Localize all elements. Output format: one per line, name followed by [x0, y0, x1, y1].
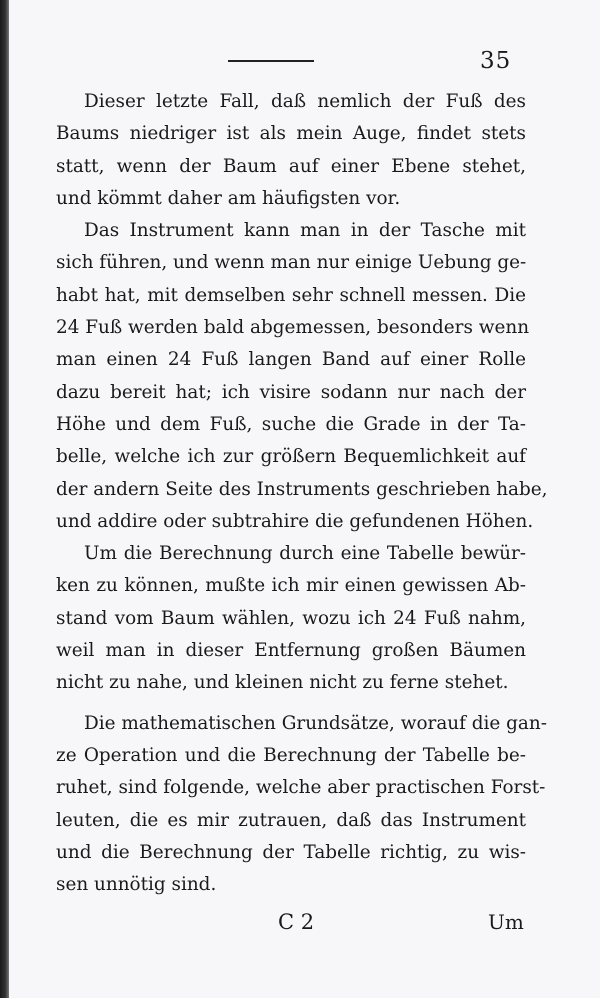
- text-line: dazu bereit hat; ich visire sodann nur nach der: [56, 381, 526, 403]
- text-line: Die mathematischen Grundsätze, worauf die gan-: [84, 712, 547, 734]
- text-line: ken zu können, mußte ich mir einen gewissen Ab-: [56, 575, 526, 597]
- text-line: leuten, die es mir zutrauen, daß das Instrument: [56, 809, 526, 831]
- text-line: ruhet, sind folgende, welche aber practischen Forst-: [56, 777, 546, 799]
- paragraph-gap: [56, 700, 526, 708]
- body-text: [56, 86, 548, 901]
- page-footer: [0, 910, 600, 940]
- text-line: Das Instrument kann man in der Tasche mit: [84, 220, 526, 242]
- text-line: Höhe und dem Fuß, suche die Grade in der Ta-: [56, 413, 526, 435]
- text-line: belle, welche ich zur größern Bequemlichkeit auf: [56, 446, 526, 468]
- text-line: sich führen, und wenn man nur einige Uebung ge-: [56, 252, 527, 274]
- text-line: Baums niedriger ist als mein Auge, findet stets: [56, 123, 526, 145]
- paragraph: [56, 86, 526, 215]
- signature-mark: C 2: [278, 910, 315, 934]
- text-line: der andern Seite des Instruments geschrieben habe,: [56, 478, 548, 500]
- catchword: Um: [488, 910, 524, 934]
- text-line: weil man in dieser Entfernung großen Bäumen: [56, 640, 526, 662]
- text-line: stand vom Baum wählen, wozu ich 24 Fuß nahm,: [56, 607, 526, 629]
- text-line: und addire oder subtrahire die gefundenen Höhen.: [56, 510, 534, 532]
- text-line: 24 Fuß werden bald abgemessen, besonders wenn: [56, 317, 530, 339]
- text-line: Um die Berechnung durch eine Tabelle bewür-: [84, 543, 526, 565]
- text-line: nicht zu nahe, und kleinen nicht zu ferne stehet.: [56, 672, 509, 694]
- paragraph: [56, 708, 547, 902]
- header-rule: [228, 60, 314, 62]
- text-line: Dieser letzte Fall, daß nemlich der Fuß des: [84, 91, 526, 112]
- text-line: habt hat, mit demselben sehr schnell messen. Die: [56, 284, 526, 306]
- text-line: man einen 24 Fuß langen Band auf einer Rolle: [56, 349, 526, 371]
- text-line: und kömmt daher am häufigsten vor.: [56, 187, 401, 209]
- text-line: ze Operation und die Berechnung der Tabelle be-: [56, 744, 526, 766]
- paragraph: [56, 538, 526, 699]
- paragraph: [56, 215, 548, 538]
- text-line: statt, wenn der Baum auf einer Ebene stehet,: [56, 155, 526, 177]
- text-line: sen unnötig sind.: [56, 874, 217, 896]
- page-number: 35: [480, 48, 512, 74]
- book-spine-edge: [0, 0, 9, 998]
- text-line: und die Berechnung der Tabelle richtig, zu wis-: [56, 841, 526, 863]
